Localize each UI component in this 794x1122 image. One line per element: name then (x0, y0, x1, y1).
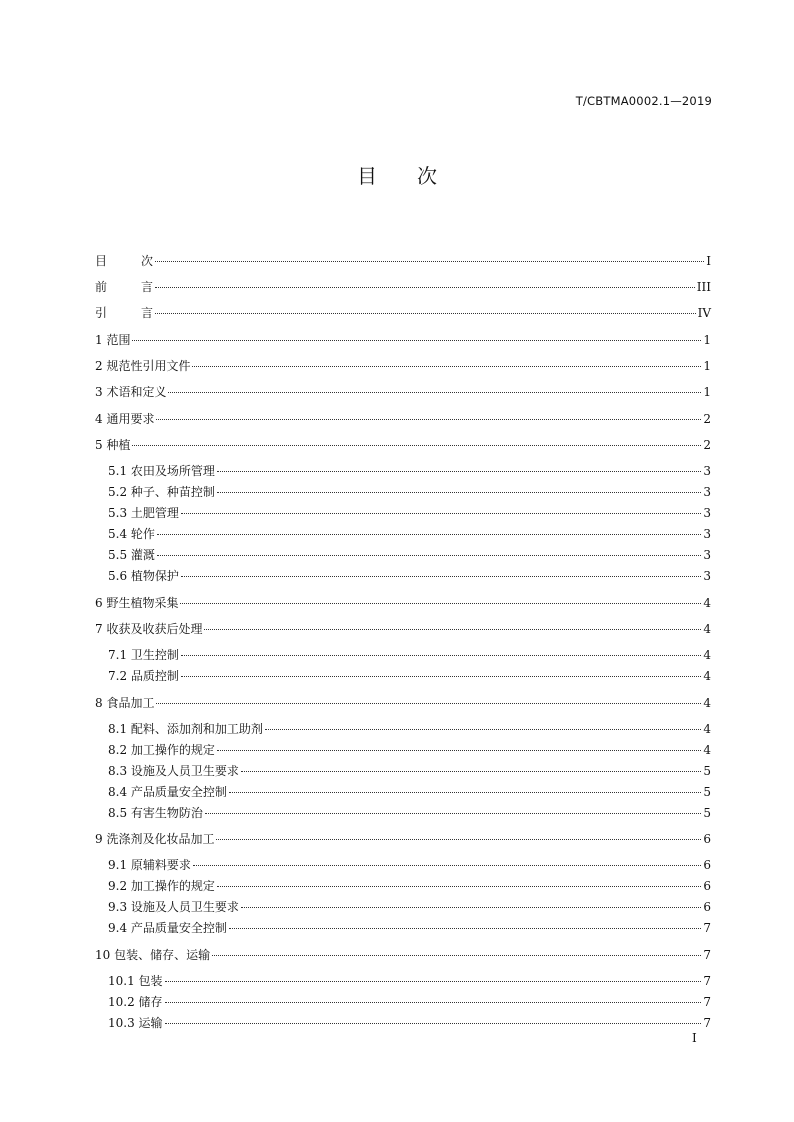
toc-entry[interactable] (95, 830, 711, 848)
toc-entry-label: 设施及人员卫生要求 (130, 900, 239, 914)
toc-entry-number: 8.2 (108, 743, 128, 757)
toc-entry-number: 8.3 (108, 764, 128, 778)
toc-entry-page: 5 (703, 764, 711, 778)
toc-entry-label: 收获及收获后处理 (106, 622, 203, 636)
toc-entry-label: 储存 (138, 995, 163, 1009)
dot-leader (192, 366, 701, 367)
toc-entry-label: 加工操作的规定 (130, 879, 215, 893)
dot-leader (265, 729, 701, 730)
toc-entry-number: 5 (95, 438, 103, 452)
dot-leader (241, 907, 701, 908)
toc-entry-page: 7 (703, 921, 711, 935)
dot-leader (155, 287, 695, 288)
toc-entry-label: 包装、储存、运输 (114, 948, 211, 962)
toc-entry[interactable] (108, 546, 711, 564)
toc-entry-page: IV (697, 306, 711, 320)
dot-leader (132, 445, 701, 446)
toc-entry-label: 配料、添加剂和加工助剂 (130, 722, 263, 736)
toc-entry-page: III (696, 280, 711, 294)
toc-entry[interactable] (95, 357, 711, 375)
toc-entry[interactable] (108, 972, 711, 990)
toc-entry-label: 种植 (106, 438, 131, 452)
toc-entry-number: 2 (95, 359, 103, 373)
dot-leader (217, 492, 701, 493)
dot-leader (181, 655, 701, 656)
toc-entry-page: 6 (703, 900, 711, 914)
dot-leader (157, 555, 701, 556)
toc-entry-page: 6 (703, 879, 711, 893)
toc-entry-page: 3 (703, 464, 711, 478)
toc-entry-number: 7 (95, 622, 103, 636)
toc-entry-label: 术语和定义 (106, 385, 167, 399)
dot-leader (216, 839, 701, 840)
dot-leader (165, 1023, 702, 1024)
toc-entry-page: 1 (703, 333, 711, 347)
toc-entry-label: 包装 (138, 974, 163, 988)
page-number: I (692, 1031, 697, 1045)
toc-entry[interactable] (108, 1014, 711, 1032)
dot-leader (157, 534, 701, 535)
toc-entry-page: 3 (703, 506, 711, 520)
toc-entry-number: 8 (95, 696, 103, 710)
dot-leader (156, 703, 701, 704)
toc-entry-number: 1 (95, 333, 103, 347)
dot-leader (155, 313, 696, 314)
toc-entry[interactable] (108, 567, 711, 585)
dot-leader (241, 771, 701, 772)
toc-entry[interactable] (108, 804, 711, 822)
toc-entry-number: 5.2 (108, 485, 128, 499)
toc-entry[interactable] (95, 620, 711, 638)
toc-entry[interactable] (108, 741, 711, 759)
toc-entry-number: 5.3 (108, 506, 128, 520)
toc-entry-label: 食品加工 (106, 696, 155, 710)
toc-entry[interactable] (95, 946, 711, 964)
dot-leader (181, 676, 701, 677)
toc-entry[interactable] (108, 646, 711, 664)
dot-leader (229, 792, 701, 793)
toc-entry[interactable] (108, 856, 711, 874)
dot-leader (156, 419, 701, 420)
toc-entry-number: 8.1 (108, 722, 128, 736)
toc-entry-page: 4 (703, 596, 711, 610)
toc-entry[interactable] (95, 278, 711, 296)
toc-entry-number: 4 (95, 412, 103, 426)
toc-entry-number: 8.5 (108, 806, 128, 820)
toc-entry-number: 9.2 (108, 879, 128, 893)
toc-entry[interactable] (108, 993, 711, 1011)
toc-entry-label: 加工操作的规定 (130, 743, 215, 757)
toc-entry-label: 产品质量安全控制 (130, 785, 227, 799)
toc-entry-page: 6 (703, 858, 711, 872)
toc-entry-page: 4 (703, 669, 711, 683)
toc-entry-page: 3 (703, 527, 711, 541)
toc-entry-number: 9 (95, 832, 103, 846)
toc-entry-label: 原辅料要求 (130, 858, 191, 872)
toc-entry[interactable] (108, 919, 711, 937)
toc-entry[interactable] (95, 436, 711, 454)
toc-entry[interactable] (95, 694, 711, 712)
toc-entry-number: 10.3 (108, 1016, 135, 1030)
dot-leader (180, 603, 701, 604)
toc-entry-page: 7 (703, 948, 711, 962)
dot-leader (181, 513, 701, 514)
toc-entry[interactable] (108, 720, 711, 738)
toc-entry-page: 2 (703, 412, 711, 426)
dot-leader (155, 261, 704, 262)
toc-entry-page: 7 (703, 974, 711, 988)
toc-entry[interactable] (95, 252, 711, 270)
toc-entry[interactable] (108, 783, 711, 801)
toc-entry-label: 规范性引用文件 (106, 359, 191, 373)
toc-entry[interactable] (95, 304, 711, 322)
toc-entry-page: 3 (703, 569, 711, 583)
toc-entry-number: 8.4 (108, 785, 128, 799)
toc-entry-label: 产品质量安全控制 (130, 921, 227, 935)
dot-leader (168, 392, 701, 393)
toc-entry-label: 品质控制 (130, 669, 179, 683)
toc-entry-number: 5.6 (108, 569, 128, 583)
toc-entry-page: 4 (703, 622, 711, 636)
dot-leader (204, 629, 701, 630)
toc-entry[interactable] (108, 462, 711, 480)
toc-entry-page: 1 (703, 385, 711, 399)
dot-leader (165, 981, 702, 982)
toc-entry-number: 9.1 (108, 858, 128, 872)
title-char-2: 次 (417, 164, 437, 188)
toc-entry-page: 6 (703, 832, 711, 846)
toc-entry[interactable] (95, 410, 711, 428)
dot-leader (229, 928, 701, 929)
toc-entry[interactable] (108, 504, 711, 522)
toc-entry-label: 设施及人员卫生要求 (130, 764, 239, 778)
toc-entry-page: 5 (703, 806, 711, 820)
dot-leader (193, 865, 701, 866)
toc-entry-label: 范围 (106, 333, 131, 347)
dot-leader (217, 471, 701, 472)
toc-entry-number: 9.3 (108, 900, 128, 914)
document-number: T/CBTMA0002.1—2019 (575, 94, 712, 108)
dot-leader (205, 813, 701, 814)
toc-entry-page: 1 (703, 359, 711, 373)
toc-entry-label: 洗涤剂及化妆品加工 (106, 832, 215, 846)
toc-entry-number: 3 (95, 385, 103, 399)
toc-entry-label: 通用要求 (106, 412, 155, 426)
toc-entry-number: 10 (95, 948, 111, 962)
toc-entry[interactable] (108, 898, 711, 916)
toc-entry-number: 5.1 (108, 464, 128, 478)
toc-entry-label: 目 次 (95, 254, 154, 268)
toc-entry-number: 10.2 (108, 995, 135, 1009)
toc-entry-page: I (706, 254, 711, 268)
toc-entry-label: 轮作 (130, 527, 155, 541)
toc-entry-page: 3 (703, 548, 711, 562)
toc-entry-label: 引 言 (95, 306, 154, 320)
toc-entry-number: 6 (95, 596, 103, 610)
toc-entry-label: 野生植物采集 (106, 596, 179, 610)
toc-entry-label: 灌溉 (130, 548, 155, 562)
toc-entry-label: 有害生物防治 (130, 806, 203, 820)
dot-leader (212, 955, 701, 956)
dot-leader (217, 886, 701, 887)
toc-entry-page: 2 (703, 438, 711, 452)
toc-entry[interactable] (108, 483, 711, 501)
toc-entry-page: 4 (703, 696, 711, 710)
toc-entry-number: 7.2 (108, 669, 128, 683)
toc-entry-page: 3 (703, 485, 711, 499)
toc-entry-label: 农田及场所管理 (130, 464, 215, 478)
toc-entry[interactable] (108, 762, 711, 780)
toc-entry[interactable] (108, 525, 711, 543)
toc-entry-number: 5.5 (108, 548, 128, 562)
toc-entry-label: 卫生控制 (130, 648, 179, 662)
toc-entry-page: 5 (703, 785, 711, 799)
toc-entry-page: 4 (703, 743, 711, 757)
title-char-1: 目 (357, 164, 377, 188)
toc-entry-number: 9.4 (108, 921, 128, 935)
toc-entry[interactable] (95, 594, 711, 612)
toc-entry[interactable] (108, 667, 711, 685)
dot-leader (217, 750, 701, 751)
dot-leader (132, 340, 701, 341)
toc-entry[interactable] (95, 331, 711, 349)
toc-entry-page: 4 (703, 722, 711, 736)
toc-entry-page: 4 (703, 648, 711, 662)
toc-entry-label: 运输 (138, 1016, 163, 1030)
toc-entry-number: 7.1 (108, 648, 128, 662)
toc-entry[interactable] (95, 383, 711, 401)
toc-entry-page: 7 (703, 1016, 711, 1030)
dot-leader (181, 576, 701, 577)
dot-leader (165, 1002, 702, 1003)
toc-entry-label: 土肥管理 (130, 506, 179, 520)
toc-entry-page: 7 (703, 995, 711, 1009)
toc-entry-number: 5.4 (108, 527, 128, 541)
toc-entry-label: 前 言 (95, 280, 154, 294)
toc-entry-number: 10.1 (108, 974, 135, 988)
toc-entry[interactable] (108, 877, 711, 895)
toc-entry-label: 植物保护 (130, 569, 179, 583)
toc-entry-label: 种子、种苗控制 (130, 485, 215, 499)
